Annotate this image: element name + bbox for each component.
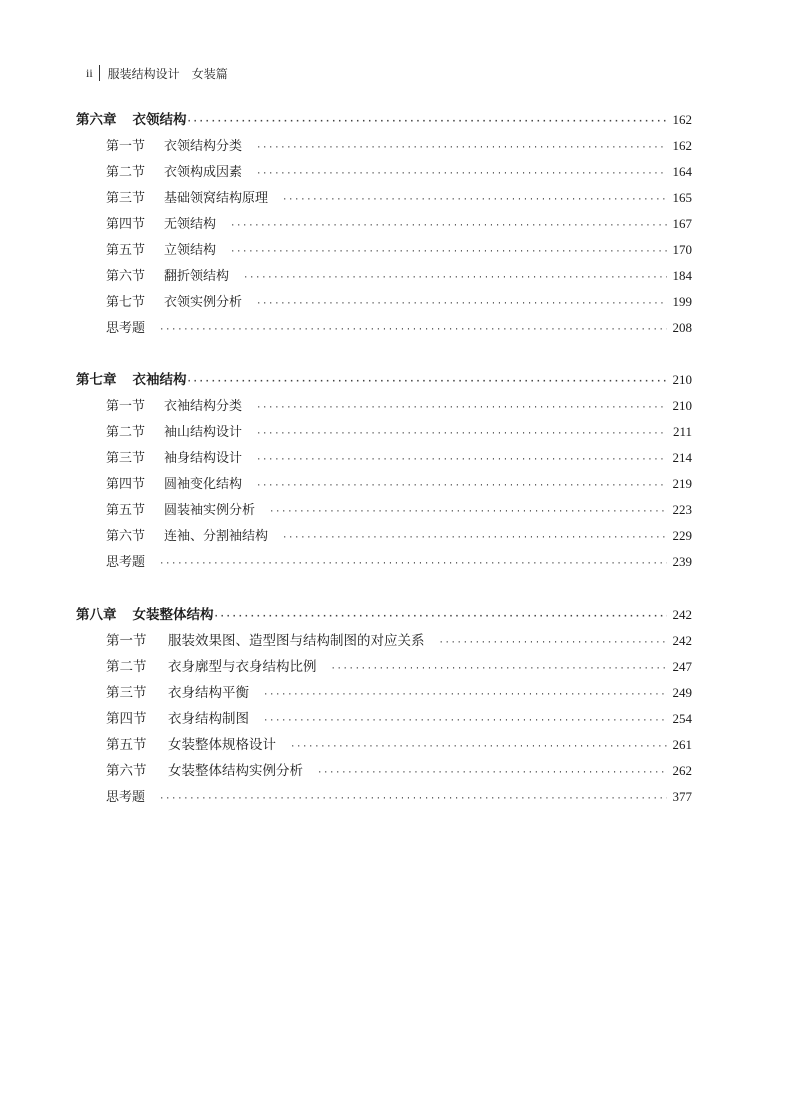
section-title: 翻折领结构: [164, 269, 230, 284]
leader-dots: [256, 291, 666, 317]
leader-dots: [269, 499, 666, 525]
leader-dots: [214, 604, 667, 630]
page-number: 219: [672, 476, 692, 491]
section-number: 第三节: [106, 191, 146, 206]
chapter-8-block: [76, 602, 692, 810]
leader-dots: [187, 109, 667, 135]
running-header: [86, 64, 228, 82]
leader-dots: [159, 786, 666, 812]
page-number: 261: [672, 737, 692, 752]
section-title: 女装整体规格设计: [168, 737, 276, 753]
page-number: 199: [672, 294, 692, 309]
section-number: 第一节: [106, 139, 146, 154]
section-title: 衣领构成因素: [164, 165, 243, 180]
page-number: 162: [672, 138, 692, 153]
review-questions-entry[interactable]: [76, 549, 692, 575]
chapter-entry[interactable]: [76, 367, 692, 393]
page-number: 162: [672, 112, 692, 127]
section-number: 第七节: [106, 295, 146, 310]
page-number: 167: [672, 216, 692, 231]
section-entry[interactable]: [76, 133, 692, 159]
section-number: 第一节: [106, 633, 147, 649]
page-number: 211: [672, 424, 692, 439]
section-title: 衣领结构分类: [164, 139, 243, 154]
section-entry[interactable]: [76, 471, 692, 497]
section-number: 第二节: [106, 659, 147, 675]
leader-dots: [256, 135, 666, 161]
page-number: 214: [672, 450, 692, 465]
section-title: 衣身廓型与衣身结构比例: [168, 659, 317, 675]
leader-dots: [317, 760, 667, 786]
page-number: 208: [672, 320, 692, 335]
leader-dots: [256, 421, 667, 447]
leader-dots: [256, 395, 666, 421]
page-number: 170: [672, 242, 692, 257]
section-title: 服装效果图、造型图与结构制图的对应关系: [168, 633, 425, 649]
section-title: 袖山结构设计: [164, 425, 243, 440]
leader-dots: [439, 630, 667, 656]
leader-dots: [282, 525, 666, 551]
review-title: 思考题: [106, 555, 146, 570]
leader-dots: [187, 369, 667, 395]
section-title: 衣袖结构分类: [164, 399, 243, 414]
section-number: 第四节: [106, 217, 146, 232]
section-entry[interactable]: [76, 211, 692, 237]
section-entry[interactable]: [76, 654, 692, 680]
section-title: 立领结构: [164, 243, 217, 258]
page-number: 242: [672, 633, 692, 648]
chapter-title: 女装整体结构: [132, 607, 214, 623]
section-title: 衣身结构平衡: [168, 685, 249, 701]
leader-dots: [256, 447, 666, 473]
page-number: 210: [672, 398, 692, 413]
book-title: 服装结构设计: [107, 66, 180, 81]
leader-dots: [230, 239, 666, 265]
page-number: 239: [672, 554, 692, 569]
section-entry[interactable]: [76, 758, 692, 784]
section-title: 圆袖变化结构: [164, 477, 243, 492]
section-number: 第三节: [106, 685, 147, 701]
section-entry[interactable]: [76, 289, 692, 315]
section-entry[interactable]: [76, 523, 692, 549]
section-entry[interactable]: [76, 237, 692, 263]
leader-dots: [331, 656, 667, 682]
leader-dots: [290, 734, 667, 760]
section-title: 衣身结构制图: [168, 711, 249, 727]
page-number: 164: [672, 164, 692, 179]
page-number: 184: [672, 268, 692, 283]
leader-dots: [263, 682, 667, 708]
section-entry[interactable]: [76, 497, 692, 523]
section-title: 基础领窝结构原理: [164, 191, 269, 206]
review-title: 思考题: [106, 321, 146, 336]
leader-dots: [159, 551, 666, 577]
section-number: 第五节: [106, 737, 147, 753]
section-number: 第四节: [106, 711, 147, 727]
section-number: 第六节: [106, 763, 147, 779]
page-number: 377: [672, 789, 692, 804]
section-entry[interactable]: [76, 263, 692, 289]
section-title: 衣领实例分析: [164, 295, 243, 310]
chapter-6-block: [76, 107, 692, 341]
leader-dots: [159, 317, 666, 343]
chapter-title: 衣领结构: [132, 112, 187, 128]
page-number: 229: [672, 528, 692, 543]
leader-dots: [256, 473, 666, 499]
section-entry[interactable]: [76, 628, 692, 654]
section-entry[interactable]: [76, 680, 692, 706]
page-number: 262: [672, 763, 692, 778]
section-title: 无领结构: [164, 217, 217, 232]
chapter-entry[interactable]: [76, 602, 692, 628]
page-number: 254: [672, 711, 692, 726]
header-divider: [99, 65, 100, 81]
chapter-number: 第六章: [76, 112, 117, 128]
leader-dots: [282, 187, 666, 213]
chapter-number: 第八章: [76, 607, 117, 623]
section-title: 圆装袖实例分析: [164, 503, 256, 518]
review-title: 思考题: [106, 790, 146, 805]
section-title: 连袖、分割袖结构: [164, 529, 269, 544]
leader-dots: [263, 708, 667, 734]
page-number: 165: [672, 190, 692, 205]
section-number: 第六节: [106, 269, 146, 284]
page-number: 242: [672, 607, 692, 622]
chapter-entry[interactable]: [76, 107, 692, 133]
page-folio: ii: [86, 65, 93, 80]
section-number: 第五节: [106, 243, 146, 258]
volume-title: 女装篇: [191, 66, 228, 81]
section-title: 袖身结构设计: [164, 451, 243, 466]
review-questions-entry[interactable]: [76, 784, 692, 810]
page-number: 223: [672, 502, 692, 517]
leader-dots: [230, 213, 666, 239]
section-entry[interactable]: [76, 419, 692, 445]
leader-dots: [243, 265, 666, 291]
section-entry[interactable]: [76, 445, 692, 471]
page-number: 247: [672, 659, 692, 674]
chapter-7-block: [76, 367, 692, 575]
page-number: 249: [672, 685, 692, 700]
section-number: 第五节: [106, 503, 146, 518]
review-questions-entry[interactable]: [76, 315, 692, 341]
section-number: 第六节: [106, 529, 146, 544]
section-entry[interactable]: [76, 732, 692, 758]
section-number: 第二节: [106, 425, 146, 440]
chapter-title: 衣袖结构: [132, 372, 187, 388]
section-number: 第一节: [106, 399, 146, 414]
section-title: 女装整体结构实例分析: [168, 763, 303, 779]
chapter-number: 第七章: [76, 372, 117, 388]
leader-dots: [256, 161, 666, 187]
section-number: 第二节: [106, 165, 146, 180]
section-number: 第四节: [106, 477, 146, 492]
page-number: 210: [672, 372, 692, 387]
section-entry[interactable]: [76, 706, 692, 732]
section-entry[interactable]: [76, 185, 692, 211]
section-entry[interactable]: [76, 393, 692, 419]
section-entry[interactable]: [76, 159, 692, 185]
section-number: 第三节: [106, 451, 146, 466]
